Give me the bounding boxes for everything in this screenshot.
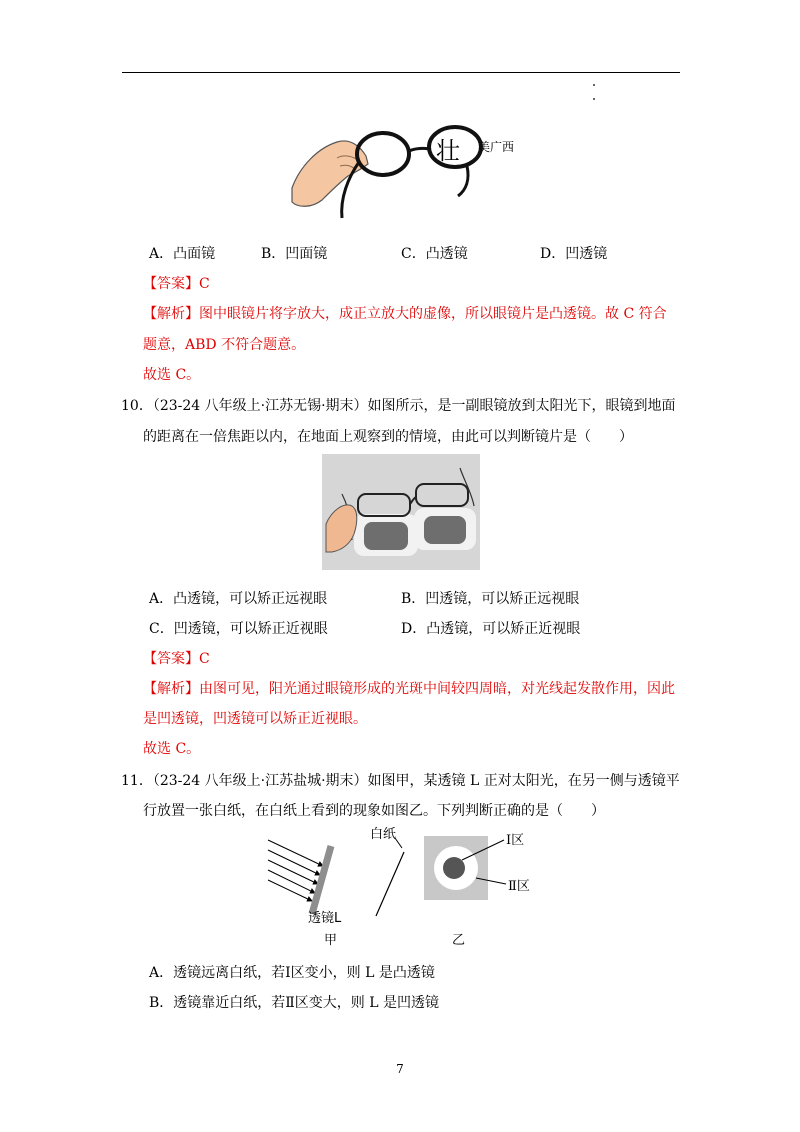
q10-option-b: B．凹透镜，可以矫正远视眼 (401, 591, 580, 607)
lens-label: 透镜L (308, 911, 342, 926)
q10-option-d: D．凸透镜，可以矫正近视眼 (401, 621, 581, 637)
q10-analysis-cont: 是凹透镜，凹透镜可以矫正近视眼。 (143, 711, 367, 727)
q10-option-c: C．凹透镜，可以矫正近视眼 (149, 621, 328, 637)
small-text: 美广西 (478, 140, 515, 154)
q9-option-b: B．凹面镜 (261, 246, 328, 262)
zone-i-spot (443, 857, 465, 879)
white-paper (376, 852, 404, 916)
q9-option-c: C．凸透镜 (401, 246, 468, 262)
magnified-character: 壮 (436, 137, 460, 165)
q10-analysis: 【解析】由图可见，阳光通过眼镜形成的光斑中间较四周暗，对光线起发散作用，因此 (143, 681, 675, 697)
q9-conclusion: 故选 C。 (143, 367, 201, 383)
caption-yi: 乙 (452, 933, 466, 948)
page-number: 7 (396, 1062, 404, 1076)
q11-stem-cont: 行放置一张白纸，在白纸上看到的现象如图乙。下列判断正确的是（ ） (143, 803, 605, 819)
q9-analysis: 【解析】图中眼镜片将字放大，成正立放大的虚像，所以眼镜片是凸透镜。故 C 符合 (143, 306, 667, 322)
header-mark (593, 84, 595, 86)
caption-jia: 甲 (324, 933, 338, 948)
header-mark (593, 98, 595, 100)
q10-stem-cont: 的距离在一倍焦距以内，在地面上观察到的情境，由此可以判断镜片是（ ） (143, 429, 633, 445)
q11-stem: 11．（23-24 八年级上·江苏盐城·期末）如图甲，某透镜 L 正对太阳光，在另一侧与透镜平 (121, 773, 680, 789)
lens-l (312, 846, 331, 914)
q11-option-b: B．透镜靠近白纸，若Ⅱ区变大，则 L 是凹透镜 (149, 995, 439, 1011)
zone-ii-label: Ⅱ区 (508, 879, 530, 894)
q11-option-a: A．透镜远离白纸，若Ⅰ区变小，则 L 是凸透镜 (149, 965, 435, 981)
glasses-shadow-figure (322, 454, 480, 570)
q10-answer: 【答案】C (143, 651, 210, 667)
q9-option-d: D．凹透镜 (540, 246, 608, 262)
paper-label: 白纸 (370, 827, 397, 842)
q10-option-a: A．凸透镜，可以矫正远视眼 (149, 591, 328, 607)
header-rule (122, 72, 680, 73)
lens-paper-figure (260, 824, 560, 950)
zone-i-label: Ⅰ区 (506, 833, 525, 848)
q10-stem: 10．（23-24 八年级上·江苏无锡·期末）如图所示，是一副眼镜放到太阳光下，眼镜到地面 (121, 398, 676, 414)
q10-conclusion: 故选 C。 (143, 741, 201, 757)
glasses-magnifier-figure (282, 118, 532, 224)
q9-analysis-cont: 题意，ABD 不符合题意。 (143, 337, 306, 353)
q9-answer: 【答案】C (143, 276, 210, 292)
q9-option-a: A．凸面镜 (149, 246, 216, 262)
